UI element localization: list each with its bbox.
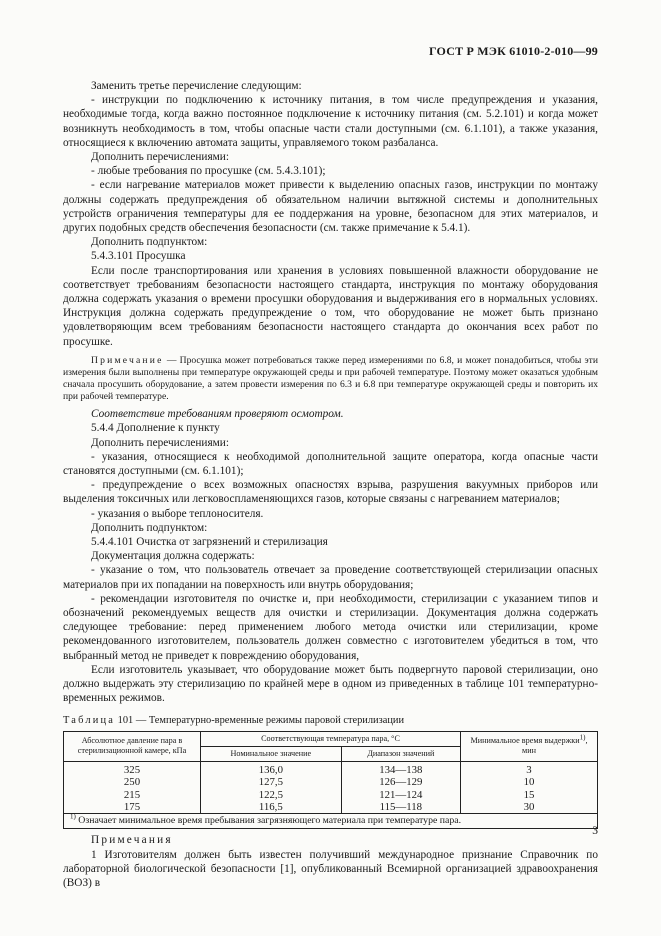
table-cell: 3 <box>461 761 598 776</box>
table-cell: 127,5 <box>201 776 342 788</box>
paragraph: Дополнить перечислениями: <box>91 436 229 449</box>
table-cell: 134—138 <box>341 761 460 776</box>
list-item: - указания о выборе теплоносителя. <box>91 507 264 520</box>
table-cell: 126—129 <box>341 776 460 788</box>
column-header-range: Диапазон значений <box>341 746 460 761</box>
footnote-mark: 1) <box>70 813 76 822</box>
note-item: 1 Изготовителям должен быть известен получивший международное признание Справочник по лабораторной биологической безопасности [1], опубликованный Всемирной организацией здравоохранения (ВОЗ) в <box>63 848 598 889</box>
table-cell: 121—124 <box>341 789 460 801</box>
table-cell: 10 <box>461 776 598 788</box>
footnote-text: Означает минимальное время пребывания загрязняющего материала при температуре пара. <box>78 815 462 827</box>
table-cell: 122,5 <box>201 789 342 801</box>
column-header-nominal: Номинальное значение <box>201 746 342 761</box>
table-row <box>64 761 598 776</box>
table-caption-label: Таблица <box>63 714 116 726</box>
section-heading: 5.4.4 Дополнение к пункту <box>91 422 220 435</box>
compliance-statement: Соответствие требованиям проверяют осмотром. <box>91 408 344 421</box>
table-caption <box>63 714 598 728</box>
table-cell: 30 <box>461 801 598 814</box>
table-row <box>64 789 598 801</box>
paragraph: Дополнить перечислениями: <box>91 151 229 164</box>
paragraph: Заменить третье перечисление следующим: <box>91 80 302 92</box>
table-cell: 250 <box>64 776 201 788</box>
table-row <box>64 776 598 788</box>
table-cell: 175 <box>64 801 201 814</box>
list-item: - рекомендации изготовителя по очистке и, при необходимости, стерилизации с указанием типов и обозначений рекомендуемых веществ для очистки и стерилизации. Документация должна содержать следующее требование: перед применением любого метода очистки или стерилизации, кроме рекомендованного изготовителем, пользователь должен совместно с изготовителем убедиться в том, что выбранный метод не приведет к повреждению оборудования, <box>63 592 598 662</box>
list-item: - любые требования по просушке (см. 5.4.3.101); <box>91 165 326 178</box>
table-cell: 116,5 <box>201 801 342 814</box>
note-label: Примечание <box>91 354 164 366</box>
table-footnote <box>64 814 598 829</box>
document-body <box>63 79 598 890</box>
table-cell: 115—118 <box>341 801 460 814</box>
table-row <box>64 801 598 814</box>
column-header-min-time <box>461 731 598 761</box>
paragraph: Если после транспортирования или хранения в условиях повышенной влажности оборудование не соответствует требованиям безопасности настоящего стандарта, инструкция по монтажу оборудования должна содержать указания о времени просушки оборудования и выдерживания его в нормальных условиях. Инструкция должна содержать предупреждение о том, что оборудование не может быть признано удовлетворяющим всем требованиям безопасности настоящего стандарта до окончания всех работ по просушке. <box>63 264 598 348</box>
table-caption-text: 101 — Температурно-временные режимы паровой стерилизации <box>117 714 405 726</box>
table-cell: 15 <box>461 789 598 801</box>
list-item: - если нагревание материалов может привести к выделению опасных газов, инструкции по монтажу должны содержать предупреждения об обязательном наличии вытяжной системы и дополнительных устройств ограничения температуры для ее поддержания на уровне, безопасном для этих материалов, и других подобных средств обеспечения безопасности (см. также примечание к 5.4.1). <box>63 179 598 235</box>
paragraph: Если изготовитель указывает, что оборудование может быть подвергнуто паровой стерилизации, оно должно выдержать эту стерилизацию по крайней мере в одном из приведенных в таблице 101 температурно-временных режимов. <box>63 663 598 705</box>
list-item: - указания, относящиеся к необходимой дополнительной защите оператора, когда опасные части становятся доступными (см. 6.1.101); <box>63 450 598 478</box>
column-group-header-temperature: Соответствующая температура пара, °С <box>201 731 461 746</box>
table-cell: 136,0 <box>201 761 342 776</box>
list-item: - инструкции по подключению к источнику питания, в том числе предупреждения и указания, необходимые тогда, когда важно постоянное подключение к источнику питания (см. 5.2.101) и когда может возникнуть необходимость в том, чтобы опасные части стали доступными (см. 6.1.101), а также указания, относящиеся к включению автомата защиты, управляемого током разбаланса. <box>63 94 598 149</box>
paragraph: Документация должна содержать: <box>91 550 255 563</box>
footnote-mark: 1) <box>579 733 586 742</box>
note-text: — Просушка может потребоваться также перед измерениями по 6.8, и может понадобиться, чтобы эти измерения были выполнены при температуре окружающей среды и при рабочей температуре. Поэтому может оказаться удобным сначала просушить оборудование, а затем провести измерения по 6.3 и 6.8 при температуре окружающей среды и повторить их при рабочей температуре. <box>63 354 598 403</box>
document-header: ГОСТ Р МЭК 61010-2-010—99 <box>429 44 598 58</box>
paragraph: Дополнить подпунктом: <box>91 521 208 534</box>
list-item: - указание о том, что пользователь отвечает за проведение соответствующей стерилизации опасных материалов при их попадании на поверхность или внутрь оборудования; <box>63 564 598 591</box>
paragraph: Дополнить подпунктом: <box>91 236 208 249</box>
column-header-pressure: Абсолютное давление пара в стерилизационной камере, кПа <box>64 731 201 761</box>
table-cell: 325 <box>64 761 201 776</box>
min-time-unit: , мин <box>522 736 588 756</box>
note <box>63 355 598 403</box>
table-cell: 215 <box>64 789 201 801</box>
section-heading: 5.4.3.101 Просушка <box>91 250 186 263</box>
section-heading: 5.4.4.101 Очистка от загрязнений и стерилизация <box>91 536 328 549</box>
notes-title: Примечания <box>91 834 173 847</box>
sterilization-table <box>63 731 598 830</box>
min-time-label: Минимальное время выдержки <box>470 736 580 746</box>
table-footnote-row <box>64 814 598 829</box>
page-number: 3 <box>592 825 598 837</box>
list-item: - предупреждение о всех возможных опасностях взрыва, разрушения вакуумных приборов или выделения токсичных или легковоспламеняющихся газов, которые связаны с нагреванием материалов; <box>63 479 598 506</box>
